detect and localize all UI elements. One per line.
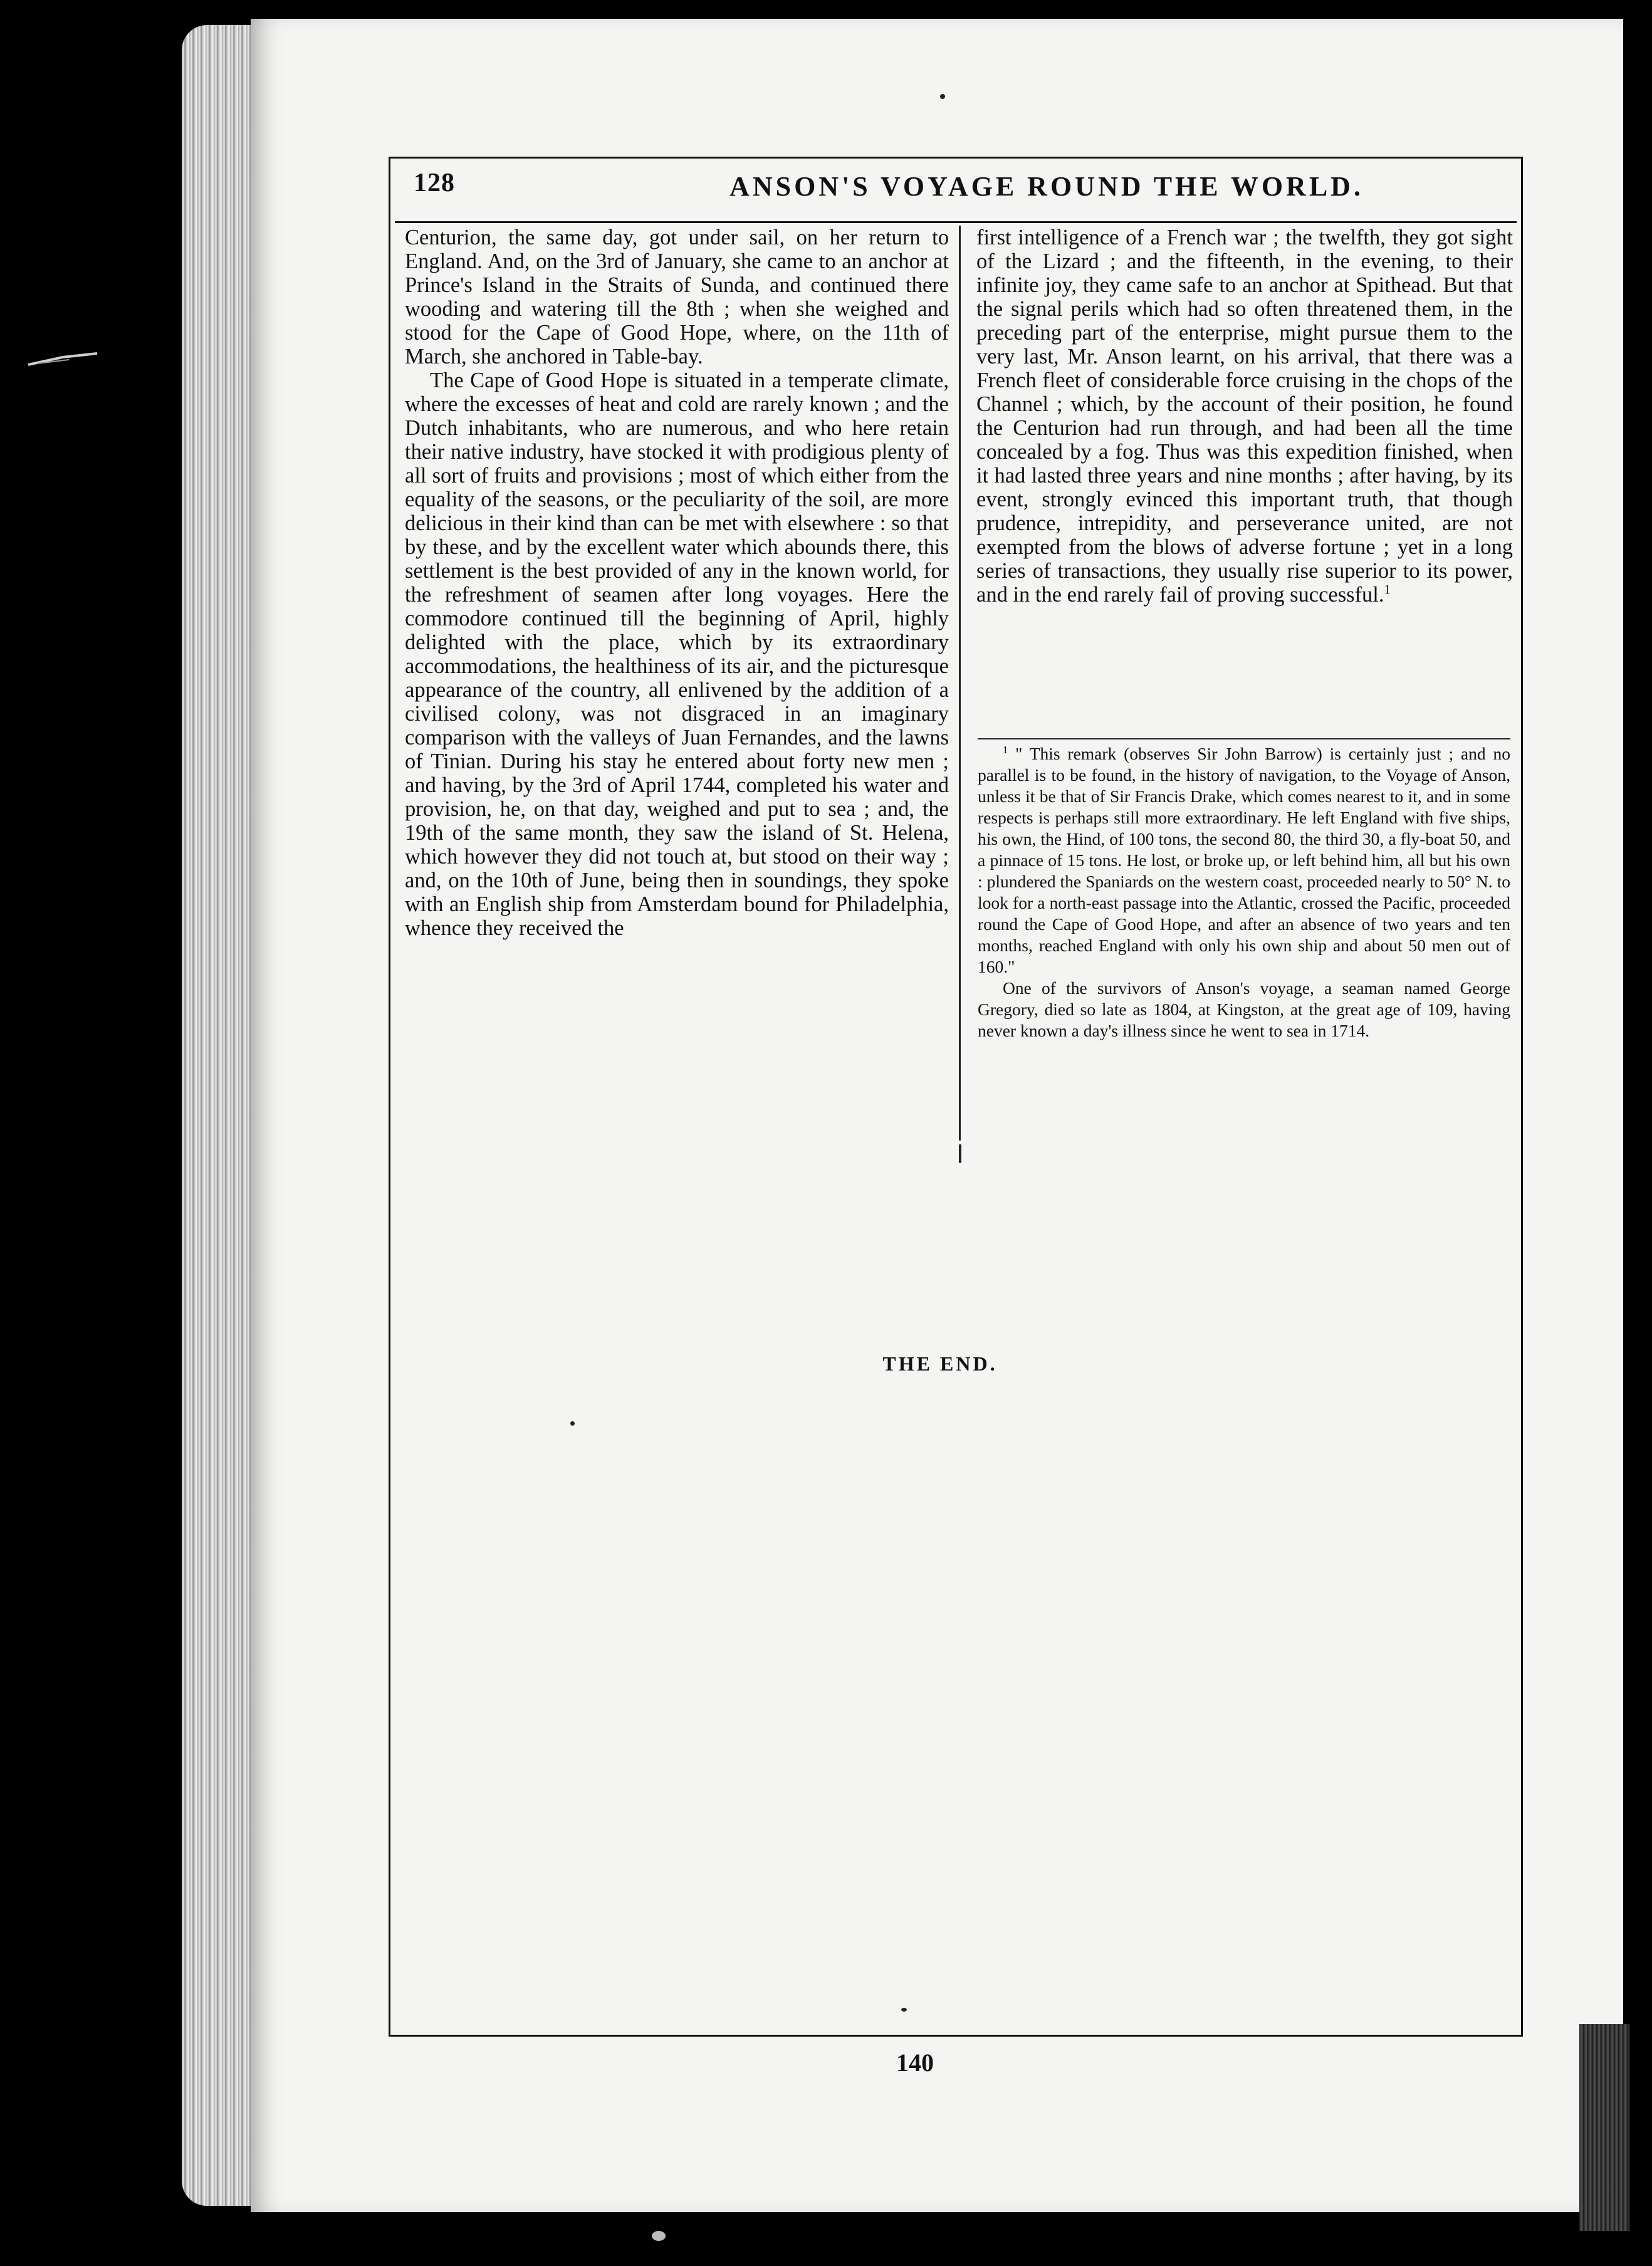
paragraph-text: first intelligence of a French war ; the twelfth, they got sight of the Lizard ; and the fifteenth, in the evening, to their infinite joy, they came safe to an anchor at Spithead. But that the signal perils which had so often threatened them, in the preceding part of the enterprise, might pursue them to the very last, Mr. Anson learnt, on his arrival, that there was a French fleet of considerable force cruising in the chops of the Channel ; which, by the account of their position, he found the Centurion had run through, and had been all the time concealed by a fog. Thus was this expedition finished, when it had lasted three years and nine months ; after having, by its event, strongly evinced this important truth, that though prudence, intrepidity, and perseverance united, are not exempted from the blows of adverse fortune ; yet in a long series of transactions, they usually rise superior to its power, and in the end rarely fail of proving successful.	[976, 226, 1513, 607]
header-rule	[395, 221, 1517, 223]
margin-scratch-mark	[25, 351, 100, 370]
ink-speck	[959, 1144, 961, 1163]
the-end-heading: THE END.	[882, 1352, 998, 1375]
footnote	[978, 743, 1510, 978]
running-head: ANSON'S VOYAGE ROUND THE WORLD.	[729, 171, 1364, 202]
column-divider	[959, 226, 961, 1141]
ink-speck	[570, 1421, 575, 1426]
page-folio: 128	[414, 169, 455, 197]
paragraph	[976, 226, 1513, 607]
footnote-reference: 1	[1384, 583, 1391, 597]
ink-speck	[901, 2008, 907, 2012]
paragraph: Centurion, the same day, got under sail, on her return to England. And, on the 3rd of January, she came to an anchor at Prince's Island in the Straits of Sunda, and continued there wooding and watering till the 8th ; when she weighed and stood for the Cape of Good Hope, where, on the 11th of March, she anchored in Table-bay.	[405, 226, 949, 368]
footnotes	[978, 743, 1510, 1042]
footnote-rule	[978, 738, 1510, 739]
paragraph: The Cape of Good Hope is situated in a temperate climate, where the excesses of heat and cold are rarely known ; and the Dutch inhabitants, who are numerous, and who here retain their native industry, have stocked it with prodigious plenty of all sort of fruits and provisions ; most of which either from the equality of the seasons, or the peculiarity of the soil, are more delicious in their kind than can be met with elsewhere : so that by these, and by the excellent water which abounds there, this settlement is the best provided of any in the known world, for the refreshment of seamen after long voyages. Here the commodore continued till the beginning of April, highly delighted with the place, which by its extraordinary accommodations, the healthiness of its air, and the picturesque appearance of the country, all enlivened by the addition of a civilised colony, was not disgraced in an imaginary comparison with the valleys of Juan Fernandes, and the lawns of Tinian. During his stay he entered about forty new men ; and having, by the 3rd of April 1744, completed his water and provision, he, on that day, weighed and put to sea ; and, the 19th of the same month, they saw the island of St. Helena, which however they did not touch at, but stood on their way ; and, on the 10th of June, being then in soundings, they spoke with an English ship from Amsterdam bound for Philadelphia, whence they received the	[405, 368, 949, 940]
right-page-edge	[1579, 2024, 1629, 2231]
footnote-marker: 1	[1003, 743, 1008, 756]
ink-speck	[652, 2231, 666, 2241]
footnote-text: " This remark (observes Sir John Barrow) is certainly just ; and no parallel is to be found, in the history of navigation, to the Voyage of Anson, unless it be that of Sir Francis Drake, which comes nearest to it, and in some respects is perhaps still more extraordinary. He left England with five ships, his own, the Hind, of 100 tons, the second 80, the third 30, a fly-boat 50, and a pinnace of 15 tons. He lost, or broke up, or left behind him, all but his own : plundered the Spaniards on the western coast, proceeded nearly to 50° N. to look for a north-east passage into the Atlantic, crossed the Pacific, proceeded round the Cape of Good Hope, and after an absence of two years and ten months, reached England with only his own ship and about 50 men out of 160."	[978, 744, 1510, 976]
footnote: One of the survivors of Anson's voyage, a seaman named George Gregory, died so late as 1804, at Kingston, at the great age of 109, having never known a day's illness since he went to sea in 1714.	[978, 978, 1510, 1040]
left-column	[405, 226, 949, 940]
ink-speck	[940, 94, 945, 99]
page-number: 140	[896, 2049, 934, 2077]
right-column	[976, 226, 1513, 607]
